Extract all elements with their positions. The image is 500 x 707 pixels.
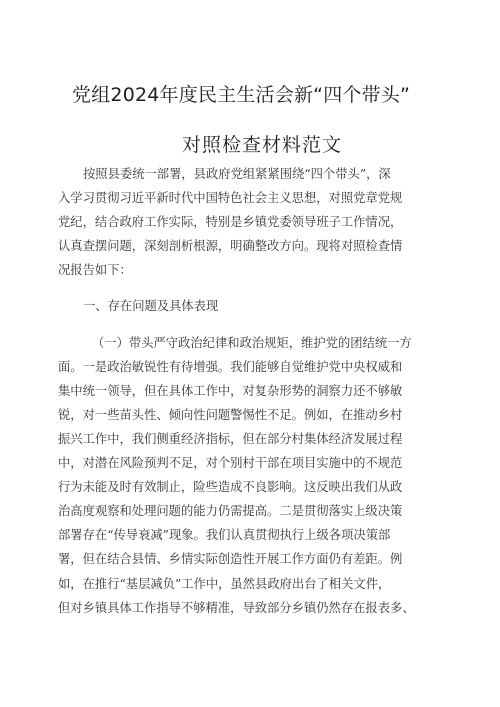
paragraph-line: 行为未能及时有效制止，险些造成不良影响。这反映出我们从政: [58, 480, 403, 495]
document-title-line-1: 党组2024年度民主生活会新“四个带头”: [72, 84, 411, 106]
intro-paragraph: [58, 162, 440, 282]
paragraph-line: 但对乡镇具体工作指导不够精准，导致部分乡镇仍然存在报表多、: [58, 600, 415, 615]
paragraph-line: 部署存在“传导衰减”现象。我们认真贯彻执行上级各项决策部: [58, 528, 391, 543]
paragraph-line: （一）带头严守政治纪律和政治规矩，维护党的团结统一方: [92, 335, 412, 350]
paragraph-line: 如，在推行“基层减负”工作中，虽然县政府出台了相关文件，: [58, 576, 391, 591]
paragraph-line: 治高度观察和处理问题的能力仍需提高。二是贯彻落实上级决策: [58, 504, 403, 519]
paragraph-line: 入学习贯彻习近平新时代中国特色社会主义思想，对照党章党规: [58, 191, 403, 206]
paragraph-line: 按照县委统一部署，县政府党组紧紧围绕“四个带头”，深: [83, 167, 391, 181]
paragraph-line: 况报告如下：: [58, 263, 132, 278]
paragraph-line: 中，对潜在风险预判不足，对个别村干部在项目实施中的不规范: [58, 456, 403, 471]
paragraph-line: 锐，对一些苗头性、倾向性问题警惕性不足。例如，在推动乡村: [58, 407, 403, 422]
paragraph-line: 认真查摆问题，深刻剖析根源，明确整改方向。现将对照检查情: [58, 239, 403, 254]
document-title-line-2: 对照检查材料范文: [182, 134, 343, 156]
paragraph-line: 振兴工作中，我们侧重经济指标，但在部分村集体经济发展过程: [58, 431, 403, 446]
paragraph-line: 党纪，结合政府工作实际，特别是乡镇党委领导班子工作情况，: [58, 215, 403, 230]
paragraph-line: 面。一是政治敏锐性有待增强。我们能够自觉维护党中央权威和: [58, 359, 403, 374]
spacer: [58, 319, 440, 331]
paragraph-line: 集中统一领导，但在具体工作中，对复杂形势的洞察力还不够敏: [58, 383, 403, 398]
spacer: [58, 282, 440, 294]
subsection-paragraph: [58, 331, 440, 620]
paragraph-line: 署，但在结合县情、乡情实际创造性开展工作方面仍有差距。例: [58, 552, 403, 567]
document-body: [58, 162, 440, 620]
section-heading: 一、存在问题及具体表现: [83, 299, 219, 314]
